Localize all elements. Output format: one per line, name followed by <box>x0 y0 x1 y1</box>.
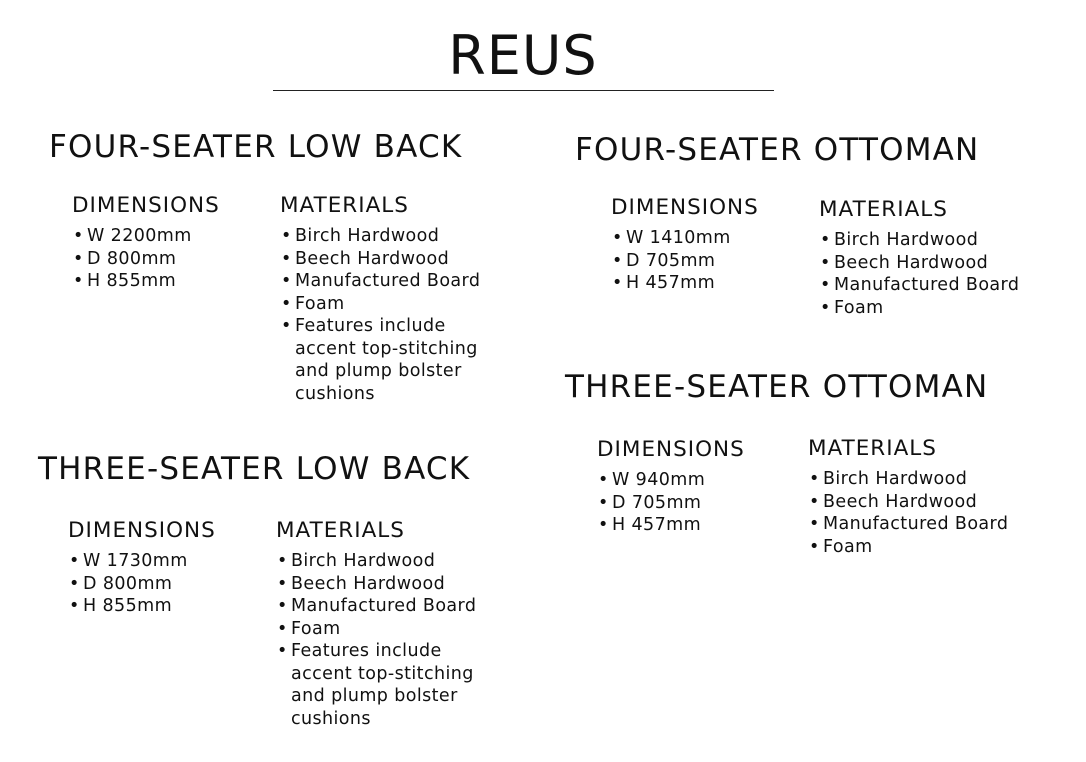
list-item: • Foam <box>809 536 873 557</box>
materials-list <box>819 229 1044 319</box>
list-item: • Beech Hardwood <box>809 491 978 512</box>
materials-column <box>276 518 496 730</box>
list-item: • Beech Hardwood <box>820 252 989 273</box>
list-item: • Features include accent top-stitching and plump bolster cushions <box>281 316 478 404</box>
title-divider <box>273 90 774 91</box>
page-title: REUS <box>448 24 598 87</box>
list-item: • Manufactured Board <box>277 596 477 616</box>
dimensions-list <box>611 227 811 295</box>
list-item: • H 457mm <box>612 273 716 293</box>
dimensions-heading: DIMENSIONS <box>68 518 216 543</box>
materials-column <box>280 193 500 405</box>
list-item: • W 940mm <box>598 470 706 490</box>
list-item: • Foam <box>277 618 341 639</box>
list-item: • H 855mm <box>69 596 173 616</box>
list-item: • Manufactured Board <box>809 514 1009 534</box>
dimensions-heading: DIMENSIONS <box>611 195 759 220</box>
list-item: • H 855mm <box>73 271 177 291</box>
list-item: • Foam <box>281 293 345 314</box>
dimensions-heading: DIMENSIONS <box>597 437 745 462</box>
dimensions-list <box>72 225 272 293</box>
materials-column <box>819 197 1044 319</box>
list-item: • Manufactured Board <box>820 275 1020 295</box>
list-item: • Birch Hardwood <box>281 226 440 246</box>
materials-heading: MATERIALS <box>276 518 405 543</box>
section-heading: FOUR-SEATER LOW BACK <box>49 129 463 165</box>
materials-list <box>280 225 500 405</box>
dimensions-heading: DIMENSIONS <box>72 193 220 218</box>
list-item: • Beech Hardwood <box>277 573 446 594</box>
list-item: • Birch Hardwood <box>809 469 968 489</box>
dimensions-list <box>68 550 268 618</box>
materials-heading: MATERIALS <box>280 193 409 218</box>
list-item: • W 1730mm <box>69 551 188 571</box>
section-heading: FOUR-SEATER OTTOMAN <box>575 132 980 168</box>
materials-list <box>808 468 1038 558</box>
list-item: • Manufactured Board <box>281 271 481 291</box>
list-item: • W 1410mm <box>612 228 731 248</box>
dimensions-column <box>68 518 268 618</box>
dimensions-column <box>597 437 797 537</box>
list-item: • D 800mm <box>69 573 173 594</box>
materials-heading: MATERIALS <box>808 436 937 461</box>
materials-heading: MATERIALS <box>819 197 948 222</box>
list-item: • Foam <box>820 297 884 318</box>
section-heading: THREE-SEATER LOW BACK <box>38 451 471 487</box>
list-item: • D 800mm <box>73 248 177 269</box>
list-item: • Birch Hardwood <box>277 551 436 571</box>
list-item: • W 2200mm <box>73 226 192 246</box>
section-heading: THREE-SEATER OTTOMAN <box>565 369 989 405</box>
list-item: • D 705mm <box>612 250 716 271</box>
list-item: • H 457mm <box>598 515 702 535</box>
list-item: • D 705mm <box>598 492 702 513</box>
list-item: • Features include accent top-stitching and plump bolster cushions <box>277 641 474 729</box>
materials-column <box>808 436 1038 558</box>
list-item: • Beech Hardwood <box>281 248 450 269</box>
materials-list <box>276 550 496 730</box>
list-item: • Birch Hardwood <box>820 230 979 250</box>
dimensions-column <box>611 195 811 295</box>
dimensions-column <box>72 193 272 293</box>
dimensions-list <box>597 469 797 537</box>
